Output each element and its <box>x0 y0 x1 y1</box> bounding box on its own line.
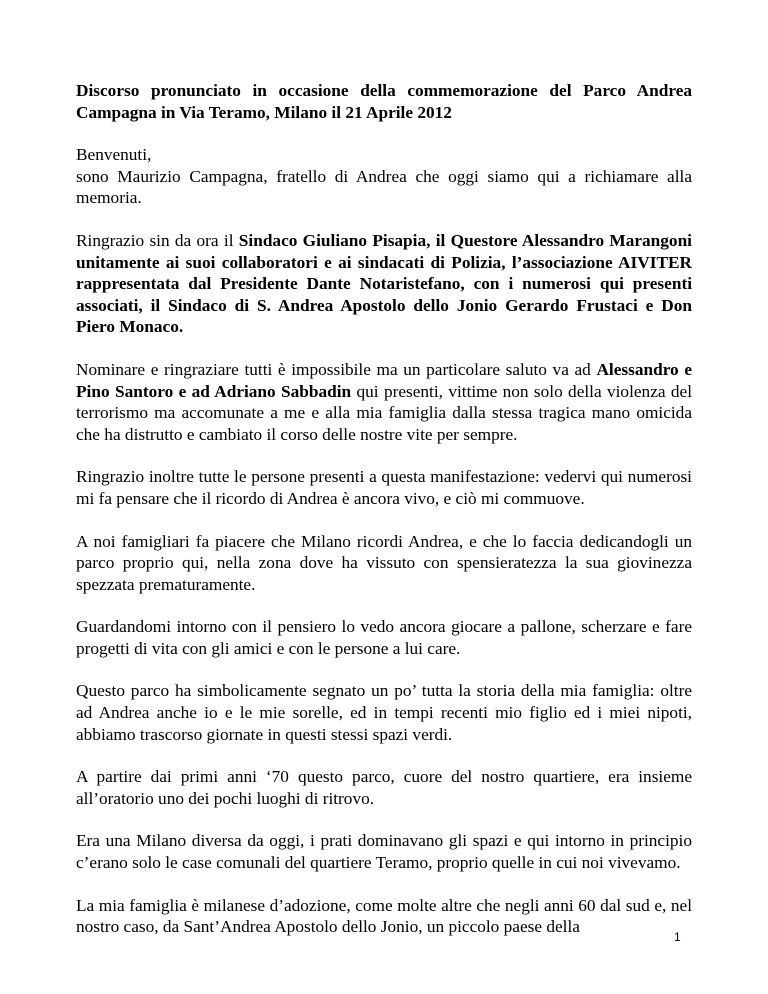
victims-names: Alessandro e Pino Santoro e ad Adriano Sabbadin <box>76 359 692 401</box>
greetings-victims-paragraph <box>76 359 692 445</box>
page-number: 1 <box>674 930 681 944</box>
thanks-paragraph <box>76 230 692 338</box>
document-body <box>76 80 692 959</box>
thanks-text: Ringrazio sin da ora il <box>76 230 239 250</box>
paragraph-old-milan: Era una Milano diversa da oggi, i prati dominavano gli spazi e qui intorno in principio c’erano solo le case comunali del quartiere Teramo, proprio quelle in cui noi vivevamo. <box>76 831 692 873</box>
paragraph-memory: Guardandomi intorno con il pensiero lo vedo ancora giocare a pallone, scherzare e fare progetti di vita con gli amici e con le persone a lui care. <box>76 617 692 658</box>
paragraph-park-history: Questo parco ha simbolicamente segnato un po’ tutta la storia della mia famiglia: oltre ad Andrea anche io e le mie sorelle, ed in tempi recenti mio figlio ed i miei nipoti, abbiamo trascorso giornate in questi stessi spazi verdi. <box>76 681 692 744</box>
paragraph-adoption: La mia famiglia è milanese d’adozione, come molte altre che negli anni 60 dal sud e, nel nostro caso, da Sant’Andrea Apostolo dello Jonio, un piccolo paese della <box>76 895 692 937</box>
intro-text: sono Maurizio Campagna, fratello di Andrea che oggi siamo qui a richiamare alla memoria. <box>76 166 692 208</box>
paragraph-family: A noi famigliari fa piacere che Milano ricordi Andrea, e che lo faccia dedicandogli un parco proprio qui, nella zona dove ha vissuto con spensieratezza la sua giovinezza spezzata prematuramente. <box>76 531 692 594</box>
greetings-text: Nominare e ringraziare tutti è impossibile ma un particolare saluto va ad <box>76 359 597 379</box>
paragraph-seventies: A partire dai primi anni ‘70 questo parco, cuore del nostro quartiere, era insieme all’oratorio uno dei pochi luoghi di ritrovo. <box>76 767 692 808</box>
document-title: Discorso pronunciato in occasione della commemorazione del Parco Andrea Campagna in Via Teramo, Milano il 21 Aprile 2012 <box>76 81 692 122</box>
paragraph-attendees: Ringrazio inoltre tutte le persone presenti a questa manifestazione: vedervi qui numerosi mi fa pensare che il ricordo di Andrea è ancora vivo, e ciò mi commuove. <box>76 467 692 508</box>
greeting-paragraph <box>76 144 692 209</box>
thanks-names: Sindaco Giuliano Pisapia, il Questore Alessandro Marangoni unitamente ai suoi collaboratori e ai sindacati di Polizia, l’associazione AIVITER rappresentata dal Presidente Dante Notaristefano, con i numerosi qui presenti associati, il Sindaco di S. Andrea Apostolo dello Jonio Gerardo Frustaci e Don Piero Monaco. <box>76 230 692 337</box>
victims-text: qui presenti, vittime non solo della violenza del terrorismo ma accomunate a me e alla mia famiglia dalla stessa tragica mano omicida che ha distrutto e cambiato il corso delle nostre vite per sempre. <box>76 381 692 444</box>
greeting: Benvenuti, <box>76 145 152 165</box>
